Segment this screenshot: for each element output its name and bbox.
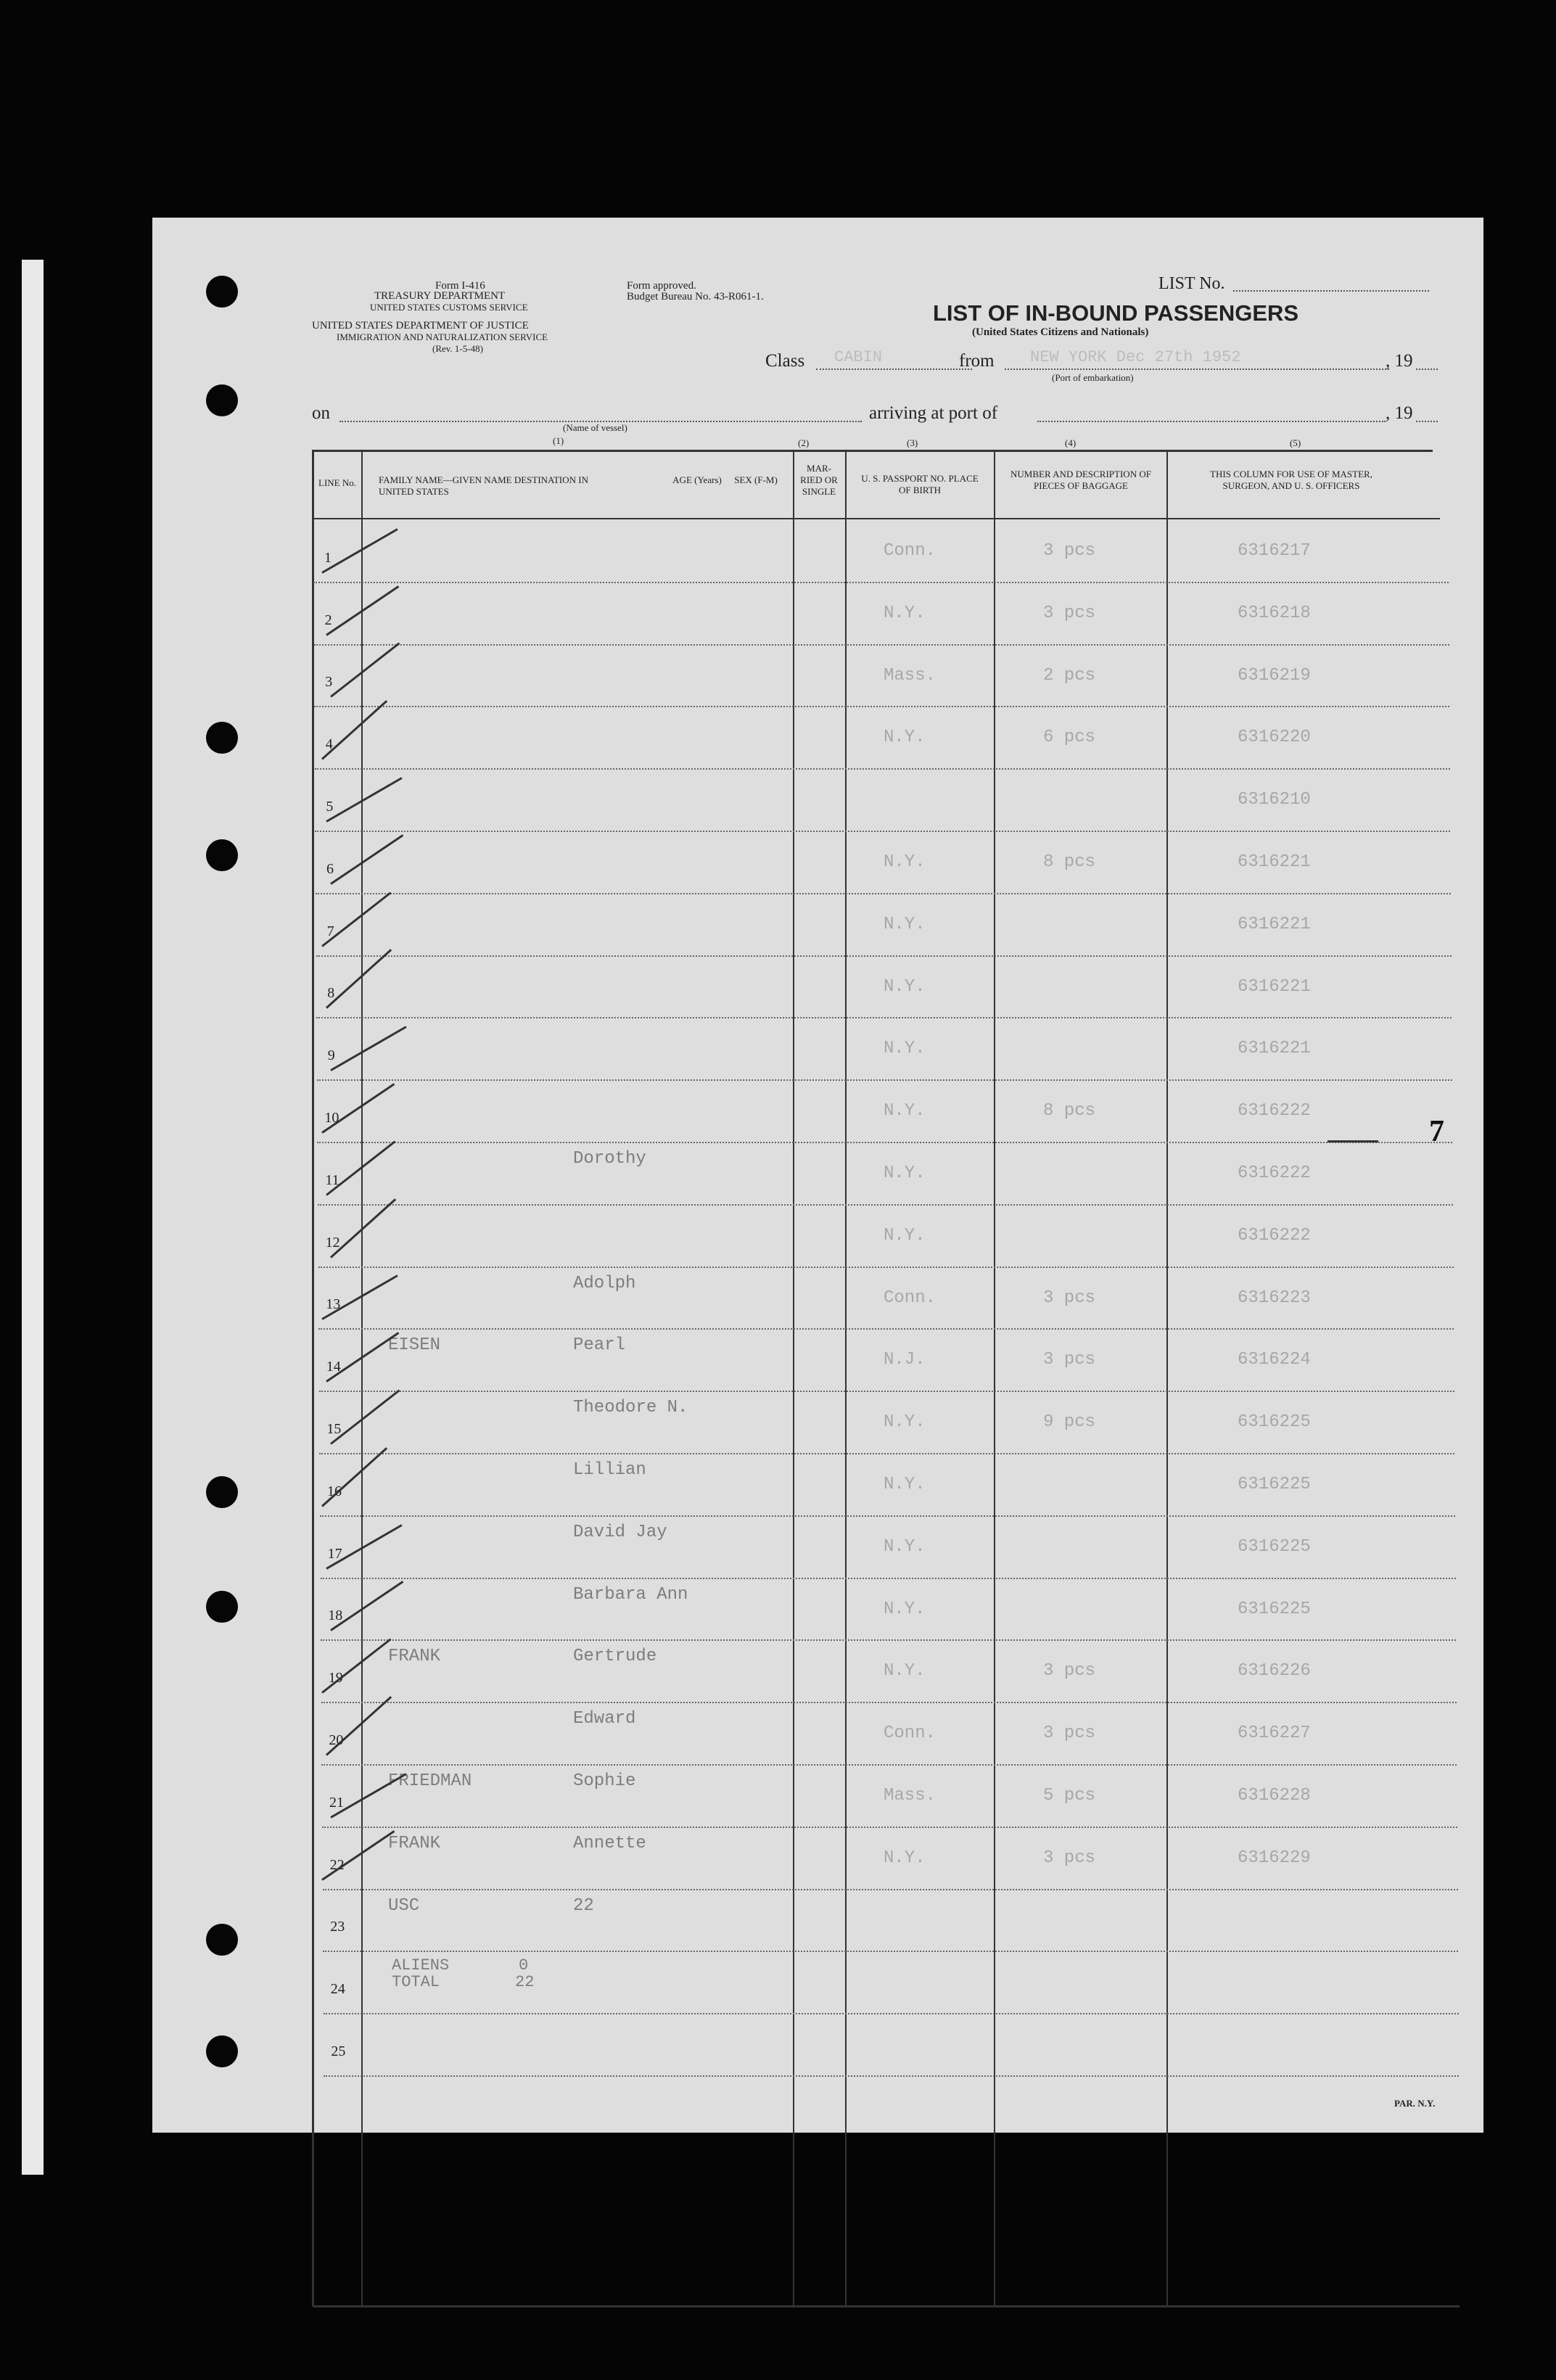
row-separator [314,644,1449,646]
place-of-birth: Conn. [884,1288,937,1308]
handwritten-checkmark [321,1447,387,1507]
officer-number: 6316229 [1238,1848,1311,1868]
place-of-birth: N.Y. [884,1661,926,1681]
handwritten-checkmark [330,1389,400,1444]
handwritten-checkmark [321,1639,391,1694]
col-header-line: LINE No. [318,477,356,488]
family-name: EISEN [388,1335,441,1356]
row-separator [322,1827,1457,1828]
form-number: Form I-416 [435,280,485,292]
list-no-label: LIST No. [1158,274,1225,293]
handwritten-checkmark [330,834,403,885]
officer-number: 6316219 [1238,665,1311,685]
row-separator [317,1142,1452,1143]
given-name: Barbara Ann [573,1584,688,1605]
punch-hole [206,1924,238,1956]
place-of-birth: N.Y. [884,852,926,872]
place-of-birth: N.Y. [884,1101,926,1121]
punch-hole [206,276,238,308]
handwritten-checkmark [326,949,392,1009]
baggage-count: 9 pcs [1043,1412,1096,1433]
punch-hole [206,384,238,416]
line-number: 16 [327,1483,342,1499]
row-separator [321,1702,1457,1703]
officer-number: 6316221 [1238,914,1311,934]
baggage-count: 8 pcs [1043,1101,1096,1121]
row-separator [321,1578,1456,1579]
handwritten-checkmark [330,1581,403,1632]
subtitle: (United States Citizens and Nationals) [972,326,1149,338]
place-of-birth: N.Y. [884,914,926,934]
officer-number: 6316225 [1238,1475,1311,1494]
given-name: Edward [573,1709,636,1729]
on-label: on [312,403,330,423]
officer-number: 6316223 [1238,1288,1311,1308]
place-of-birth: N.Y. [884,1039,926,1059]
line-number: 12 [325,1234,340,1251]
place-of-birth: N.Y. [884,728,926,748]
family-name: FRANK [388,1833,441,1853]
officer-number: 6316222 [1238,1164,1311,1183]
given-name: Annette [573,1833,646,1853]
row-separator [324,2013,1459,2014]
col-header-age: AGE (Years) [672,474,722,485]
place-of-birth: N.Y. [884,603,926,623]
row-separator [315,768,1450,770]
row-separator [316,1017,1452,1018]
justice-dept: UNITED STATES DEPARTMENT OF JUSTICE [312,320,529,332]
budget-bureau: Budget Bureau No. 43-R061-1. [627,291,764,302]
line-number: 14 [326,1359,341,1375]
punch-hole [206,722,238,754]
total-count: 22 [515,1973,535,1991]
officer-number: 6316226 [1238,1661,1311,1681]
baggage-count: 3 pcs [1043,1724,1096,1744]
place-of-birth: N.J. [884,1350,926,1370]
footer-printer: PAR. N.Y. [1394,2098,1436,2109]
given-name: 22 [573,1895,594,1916]
arrival-port-field [1037,421,1386,422]
line-number: 10 [324,1110,339,1126]
col-header-sex: SEX (F-M) [734,474,778,485]
col-number-4: (4) [1065,437,1077,448]
row-separator [316,955,1452,957]
row-separator [318,1328,1454,1330]
place-of-birth: Conn. [884,1724,937,1744]
row-separator [318,1204,1453,1206]
given-name: Gertrude [573,1647,657,1667]
baggage-count: 8 pcs [1043,852,1096,872]
line-number: 1 [324,549,332,566]
line-number: 20 [329,1732,344,1748]
place-of-birth: Conn. [884,541,937,561]
baggage-count: 2 pcs [1043,665,1096,685]
list-no-field [1233,290,1429,292]
line-number: 3 [325,674,333,691]
handwritten-checkmark [330,1198,396,1259]
officer-number: 6316225 [1238,1536,1311,1557]
given-name: David Jay [573,1522,667,1542]
year-field-2 [1416,421,1438,422]
family-name: USC [388,1895,420,1916]
family-name: FRIEDMAN [388,1771,472,1791]
line-number: 7 [326,923,334,939]
col-header-baggage: NUMBER AND DESCRIPTION OF PIECES OF BAGGAGE [1010,469,1151,491]
revision: (Rev. 1-5-48) [432,343,483,354]
baggage-count: 5 pcs [1043,1786,1096,1805]
col-header-name: FAMILY NAME—GIVEN NAME DESTINATION IN UNITED STATES [379,474,589,497]
row-separator [321,1639,1456,1641]
line-number: 21 [329,1794,344,1811]
col-header-officers: THIS COLUMN FOR USE OF MASTER, SURGEON, AND U. S. OFFICERS [1210,469,1372,491]
officer-number: 6316220 [1238,728,1311,748]
officer-number: 6316221 [1238,976,1311,997]
row-separator [313,582,1449,583]
margin-dash [1327,1140,1378,1142]
title: LIST OF IN-BOUND PASSENGERS [933,300,1299,326]
row-separator [319,1391,1454,1392]
officer-number: 6316224 [1238,1350,1311,1370]
arriving-label: arriving at port of [869,403,998,423]
row-separator [317,1079,1452,1081]
baggage-count: 3 pcs [1043,1661,1096,1681]
baggage-count: 3 pcs [1043,1288,1096,1308]
class-label: Class [765,351,805,371]
punch-hole [206,2035,238,2067]
handwritten-checkmark [321,1083,395,1134]
officer-number: 6316228 [1238,1786,1311,1805]
line-number: 25 [331,2043,346,2059]
given-name: Pearl [573,1335,626,1356]
line-number: 18 [328,1607,343,1624]
place-of-birth: Mass. [884,665,937,685]
line-number: 17 [327,1545,342,1562]
divider-name-married [793,450,794,2307]
line-number: 13 [326,1296,341,1313]
officer-number: 6316225 [1238,1412,1311,1433]
from-value: NEW YORK Dec 27th 1952 [1030,348,1241,366]
aliens-label: ALIENS [392,1956,450,1975]
customs-service: UNITED STATES CUSTOMS SERVICE [370,302,528,313]
total-label: TOTAL [392,1973,440,1991]
class-field [816,368,972,370]
handwritten-checkmark [330,643,400,698]
line-number: 15 [326,1421,342,1437]
from-label: from [959,351,995,371]
place-of-birth: N.Y. [884,1599,926,1619]
line-number: 24 [330,1981,345,1998]
line-number: 9 [327,1047,335,1064]
place-of-birth: N.Y. [884,1412,926,1433]
line-number: 11 [325,1172,339,1188]
given-name: Lillian [573,1460,646,1480]
given-name: Sophie [573,1771,636,1791]
col-number-3: (3) [907,437,918,448]
from-field [1005,368,1389,370]
officer-number: 6316217 [1238,541,1311,561]
divider-passport-baggage [994,450,995,2307]
handwritten-checkmark [321,700,387,760]
row-separator [324,2075,1459,2077]
margin-mark: 7 [1429,1115,1444,1148]
place-of-birth: N.Y. [884,1848,926,1868]
ins-service: IMMIGRATION AND NATURALIZATION SERVICE [337,332,548,342]
treasury-dept: TREASURY DEPARTMENT [374,290,506,302]
port-note: (Port of embarkation) [1052,372,1134,383]
row-separator [323,1951,1458,1952]
baggage-count: 3 pcs [1043,1848,1096,1868]
aliens-count: 0 [519,1956,529,1975]
handwritten-checkmark [321,1830,395,1881]
year-field-1 [1416,368,1438,370]
row-separator [315,831,1450,832]
officer-number: 6316218 [1238,603,1311,623]
row-separator [316,893,1451,894]
baggage-count: 6 pcs [1043,728,1096,748]
punch-hole [206,1476,238,1508]
form-approved: Form approved. [627,280,696,292]
divider-baggage-officers [1166,450,1168,2307]
vessel-note: (Name of vessel) [563,422,627,433]
place-of-birth: N.Y. [884,1164,926,1183]
officer-number: 6316221 [1238,852,1311,872]
baggage-count: 3 pcs [1043,603,1096,623]
divider-line-name [361,450,363,2307]
baggage-count: 3 pcs [1043,1350,1096,1370]
year-label-1: , 19 [1386,351,1413,371]
row-separator [319,1453,1454,1454]
col-number-5: (5) [1290,437,1301,448]
place-of-birth: Mass. [884,1786,937,1805]
place-of-birth: N.Y. [884,1475,926,1494]
class-value: CABIN [834,348,883,366]
punch-hole [206,1591,238,1623]
row-separator [321,1764,1457,1766]
line-number: 6 [326,860,334,877]
given-name: Adolph [573,1273,636,1293]
table-top-rule [312,450,1433,452]
line-number: 8 [327,985,335,1002]
place-of-birth: N.Y. [884,1225,926,1245]
baggage-count: 3 pcs [1043,541,1096,561]
punch-hole [206,839,238,871]
row-separator [320,1515,1455,1517]
officer-number: 6316225 [1238,1599,1311,1619]
passenger-list-page [152,218,1483,2133]
line-number: 19 [328,1670,343,1687]
handwritten-checkmark [321,892,391,947]
officer-number: 6316227 [1238,1724,1311,1744]
place-of-birth: N.Y. [884,976,926,997]
col-header-passport: U. S. PASSPORT NO. PLACE OF BIRTH [861,473,979,495]
line-number: 4 [325,736,333,753]
header-bottom-rule [313,518,1440,519]
line-number: 5 [326,799,334,815]
place-of-birth: N.Y. [884,1536,926,1557]
officer-number: 6316222 [1238,1225,1311,1245]
divider-married-passport [845,450,847,2307]
row-separator [318,1267,1454,1268]
col-number-2: (2) [798,437,810,448]
col-number-1: (1) [553,435,564,446]
line-number: 2 [324,612,332,628]
adjacent-page-strip [22,260,44,2175]
given-name: Dorothy [573,1149,646,1169]
officer-number: 6316221 [1238,1039,1311,1059]
family-name: FRANK [388,1647,441,1667]
officer-number: 6316222 [1238,1101,1311,1121]
line-number: 22 [329,1856,345,1873]
year-label-2: , 19 [1386,403,1413,423]
col-header-married: MAR-RIED OR SINGLE [800,463,838,497]
officer-number: 6316210 [1238,790,1311,810]
handwritten-checkmark [326,1696,392,1756]
table-bottom-rule [313,2305,1460,2307]
line-number: 23 [330,1919,345,1935]
row-separator [323,1889,1458,1890]
table-left-border [312,450,314,2307]
row-separator [314,706,1449,707]
given-name: Theodore N. [573,1398,688,1418]
